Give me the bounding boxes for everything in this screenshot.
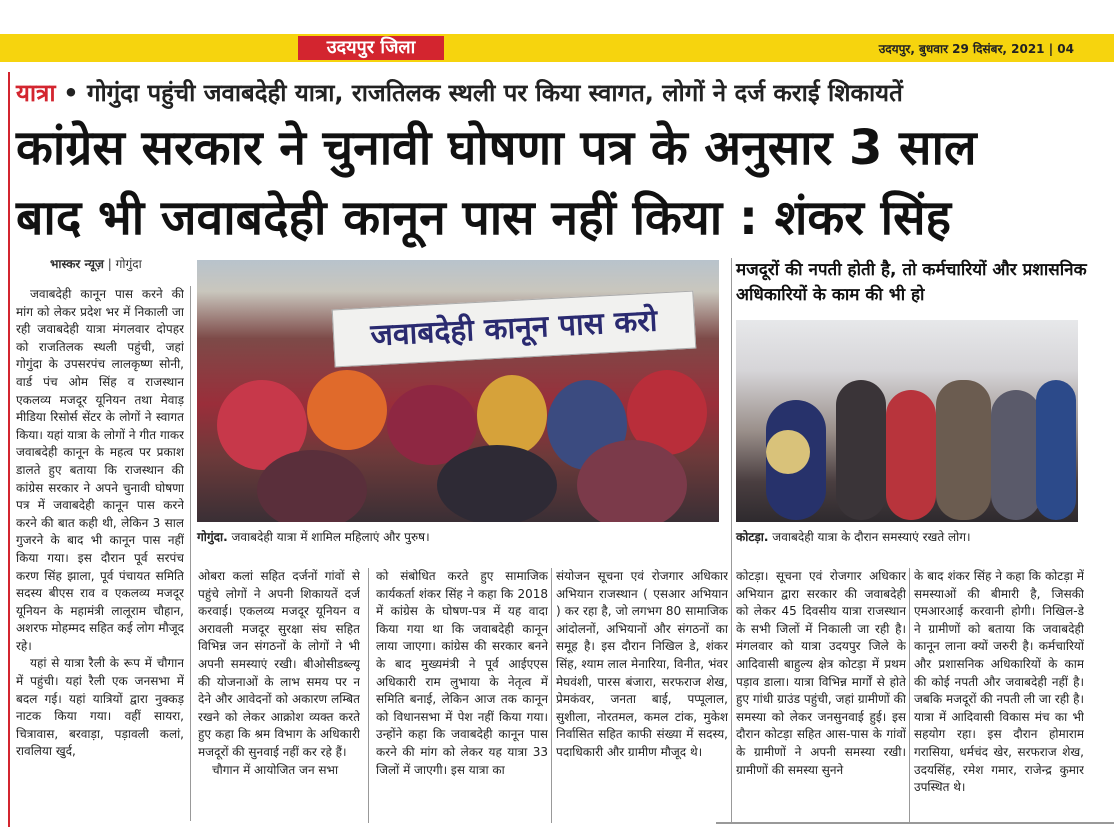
column-rule bbox=[909, 568, 910, 823]
column-rule bbox=[190, 286, 191, 821]
paragraph: संयोजन सूचना एवं रोजगार अधिकार अभियान राजस्थान ( एसआर अभियान ) कर रहा है, जो लगभग 80 सामाजिक आंदोलनों, अभियानों और संगठनों का समूह है। इस दौरान निखिल डे, शंकर सिंह, श्याम लाल मेनारिया, विनीत, भंवर मेघवंशी, पारस बंजारा, सरफराज शेख, प्रेमकंवर, जनता बाई, पप्पूलाल, सुशीला, नोरतमल, कमल टांक, मुकेश निर्वासित सहित काफी संख्या में सदस्य, पदाधिकारी और ग्रामीण मौजूद थे। bbox=[556, 569, 728, 759]
page-sep: | bbox=[1048, 42, 1054, 56]
person-shape bbox=[936, 380, 991, 520]
paragraph: को संबोधित करते हुए सामाजिक कार्यकर्ता शंकर सिंह ने कहा कि 2018 में कांग्रेस के घोषण-पत्र में यह वादा किया गया था कि जवाबदेही कानून लाया जाएगा। कांग्रेस की सरकार बनने के बाद मुख्यमंत्री ने पूर्व आईएएस अधिकारी राम लुभाया के नेतृत्व में समिति बनाई, लेकिन आज तक कानून को विधानसभा में पेश नहीं किया गया। उन्होंने कहा कि जवाबदेही कानून पास करने की मांग को लेकर यह यात्रा 33 जिलों में जाएगी। इस यात्रा का bbox=[376, 569, 548, 777]
crowd-shape bbox=[477, 375, 547, 455]
person-shape bbox=[1036, 380, 1076, 520]
article-column-4 bbox=[556, 568, 728, 823]
photo-caption-2 bbox=[736, 528, 1096, 545]
photo-caption-1 bbox=[197, 528, 719, 545]
kotda-photo bbox=[736, 320, 1078, 522]
crowd-shape bbox=[437, 445, 557, 522]
headline-line-2: बाद भी जवाबदेही कानून पास नहीं किया : शंकर सिंह bbox=[16, 190, 952, 246]
caption-text-1: जवाबदेही यात्रा में शामिल महिलाएं और पुरुष। bbox=[231, 530, 430, 544]
person-shape bbox=[991, 390, 1041, 520]
article-column-1 bbox=[16, 286, 184, 821]
kicker-label: यात्रा bbox=[16, 79, 56, 107]
person-shape bbox=[836, 380, 886, 520]
crowd-shape bbox=[257, 450, 367, 522]
article-column-3 bbox=[376, 568, 548, 823]
column-rule bbox=[368, 568, 369, 823]
paragraph: यहां से यात्रा रैली के रूप में चौगान में पहुंची। यहां रैली एक जनसभा में बदल गई। यहां यात्रियों द्वारा नुक्कड़ नाटक किया गया। वहीं सायरा, चित्रावास, बरवाड़ा, पड़ावली कलां, रावलिया खुर्द, bbox=[16, 656, 184, 759]
byline bbox=[50, 255, 142, 272]
bottom-rule bbox=[716, 822, 1114, 824]
byline-agency: भास्कर न्यूज़ bbox=[50, 257, 104, 271]
byline-place: | गोगुंदा bbox=[107, 257, 142, 271]
paragraph: चौगान में आयोजित जन सभा bbox=[212, 762, 339, 777]
column-rule bbox=[551, 568, 552, 823]
paragraph: जवाबदेही कानून पास करने की मांग को लेकर प्रदेश भर में निकाली जा रही जवाबदेही यात्रा मंगलवार दोपहर को राजतिलक स्थली पहुंची, जहां गोगुंदा के उपसरपंच लालकृष्ण सोनी, वार्ड पंच ओम सिंह व राजस्थान एकलव्य मजदूर यूनियन तथा मेवाड़ मीडिया रिसोर्स सेंटर के लोगों ने स्वागत किया। यहां यात्रा के लोगों ने गीत गाकर जवाबदेही कानून के महत्व पर प्रकाश डालते हुए बताया कि राजस्थान की कांग्रेस सरकार ने अपने चुनावी घोषणा पत्र में जवाबदेही कानून पास करने करने की बात कही थी, लेकिन 3 साल गुजरने के बाद भी कानून पास नहीं किया गया। इस दौरान पूर्व सरपंच करण सिंह झाला, पूर्व पंचायत समिति सदस्य बीएस राव व एकलव्य मजदूर यूनियन के महामंत्री लालूराम चौहान, अशरफ मोहम्मद सहित कई लोग मौजूद रहे। bbox=[16, 287, 184, 653]
kicker-text: • गोगुंदा पहुंची जवाबदेही यात्रा, राजतिलक स्थली पर किया स्वागत, लोगों ने दर्ज कराई शिकायतें bbox=[63, 79, 903, 107]
caption-text-2: जवाबदेही यात्रा के दौरान समस्याएं रखते लोग। bbox=[772, 530, 971, 544]
kicker bbox=[16, 74, 903, 112]
page-number: 04 bbox=[1057, 42, 1074, 56]
caption-place-1: गोगुंदा. bbox=[197, 530, 228, 544]
paragraph: कोटड़ा। सूचना एवं रोजगार अधिकार अभियान द्वारा सरकार की जवाबदेही को लेकर 45 दिवसीय यात्रा राजस्थान के सभी जिलों में निकाली जा रही है। मंगलवार को यात्रा उदयपुर जिले के आदिवासी बाहुल्य क्षेत्र कोटड़ा में प्रथम पड़ाव डाला। यात्रा विभिन्न मार्गों से होते हुए गांधी ग्राउंड पहुंची, जहां ग्रामीणों की समस्या को लेकर जनसुनवाई हुई। इस दौरान कोटड़ा सहित आस-पास के गांवों के ग्रामीणों ने अपनी समस्या रखी। ग्रामीणों की समस्या सुनने bbox=[736, 569, 906, 777]
column-rule bbox=[731, 258, 732, 823]
caption-place-2: कोटड़ा. bbox=[736, 530, 769, 544]
sidebar-headline: मजदूरों की नपती होती है, तो कर्मचारियों और प्रशासनिक अधिकारियों के काम की भी हो bbox=[736, 260, 1087, 305]
article-column-5 bbox=[736, 568, 906, 823]
person-shape bbox=[886, 390, 936, 520]
article-column-6 bbox=[914, 568, 1084, 823]
article-column-2 bbox=[198, 568, 360, 823]
left-rule bbox=[8, 72, 10, 827]
drum-shape bbox=[766, 430, 810, 474]
crowd-shape bbox=[307, 370, 387, 450]
crowd-shape bbox=[577, 440, 687, 522]
headline-line-1: कांग्रेस सरकार ने चुनावी घोषणा पत्र के अनुसार 3 साल bbox=[16, 120, 977, 176]
protest-banner: जवाबदेही कानून पास करो bbox=[332, 291, 697, 368]
dateline bbox=[879, 40, 1074, 57]
paragraph: ओबरा कलां सहित दर्जनों गांवों से पहुंचे लोगों ने अपनी शिकायतें दर्ज करवाई। एकलव्य मजदूर यूनियन व अरावली मजदूर सुरक्षा संघ सहित विभिन्न जन संगठनों के लोगों ने भी अपनी समस्याएं रखी। बीओसीडब्ल्यू की योजनाओं के लाभ समय पर न देने और आवेदनों को अकारण लम्बित रखने को लेकर आक्रोश व्यक्त करते हुए कहा कि श्रम विभाग के अधिकारी मजदूरों की सुनवाई नहीं कर रहे हैं। bbox=[198, 569, 360, 759]
paragraph: के बाद शंकर सिंह ने कहा कि कोटड़ा में समस्याओं की बीमारी है, जिसकी एमआरआई करवानी होगी। निखिल-डे ने ग्रामीणों को बताया कि जवाबदेही कानून लाना क्यों जरुरी है। कर्मचारियों और प्रशासनिक अधिकारियों के काम की कोई नपती और जवाबदेही नहीं है। जबकि मजदूरों की नपती ली जा रही है। यात्रा में आदिवासी विकास मंच का भी सहयोग रहा। इस दौरान होमाराम गरासिया, धर्मचंद खेर, सरफराज शेख, उदयसिंह, रमेश गमार, राजेन्द्र कुमार उपस्थित थे। bbox=[914, 569, 1084, 795]
section-title: उदयपुर जिला bbox=[298, 36, 444, 60]
rally-photo bbox=[197, 260, 719, 522]
date-text: उदयपुर, बुधवार 29 दिसंबर, 2021 bbox=[878, 42, 1045, 56]
